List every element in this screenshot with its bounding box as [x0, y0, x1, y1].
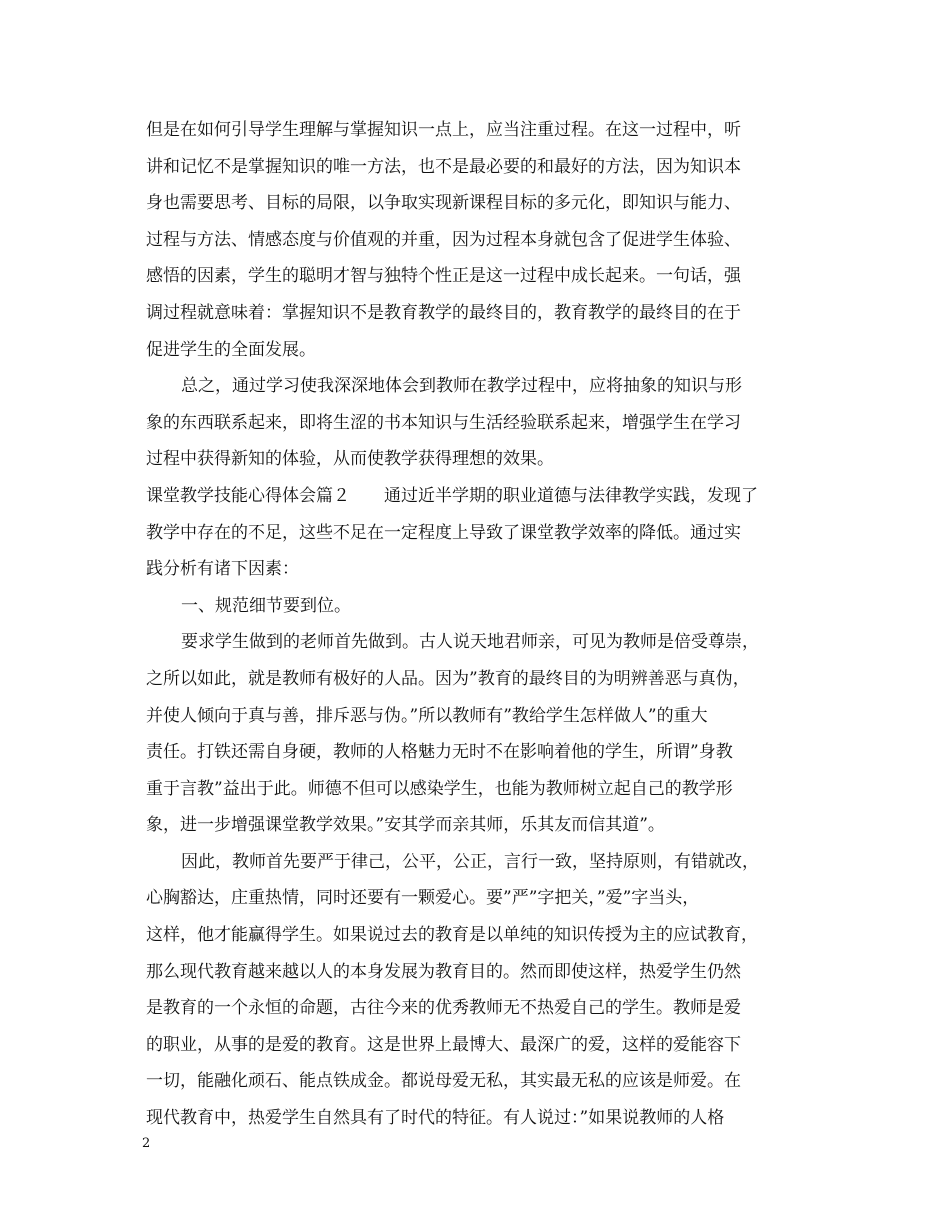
body-text [146, 112, 806, 1137]
text-line: 责任。打铁还需自身硬，教师的人格魅力无时不在影响着他的学生，所谓”身教 [146, 742, 733, 763]
text-line: 感悟的因素，学生的聪明才智与独特个性正是这一过程中成长起来。一句话，强 [146, 266, 741, 287]
text-line: 的职业，从事的是爱的教育。这是世界上最博大、最深广的爱，这样的爱能容下 [146, 1034, 741, 1055]
text-line: 教学中存在的不足，这些不足在一定程度上导致了课堂教学效率的降低。通过实 [146, 522, 741, 543]
subheading-line: 一、规范细节要到位。 [181, 595, 351, 616]
text-line: 象，进一步增强课堂教学效果。”安其学而亲其师，乐其友而信其道”。 [146, 815, 665, 836]
text-line: 是教育的一个永恒的命题，古往今来的优秀教师无不热爱自己的学生。教师是爱 [146, 998, 741, 1019]
text-line: 现代教育中，热爱学生自然具有了时代的特征。有人说过：”如果说教师的人格 [146, 1108, 725, 1129]
text-line: 总之，通过学习使我深深地体会到教师在教学过程中，应将抽象的知识与形 [181, 376, 742, 397]
text-line: 但是在如何引导学生理解与掌握知识一点上，应当注重过程。在这一过程中，听 [146, 120, 741, 140]
text-line: 那么现代教育越来越以人的本身发展为教育目的。然而即使这样，热爱学生仍然 [146, 961, 741, 982]
text-line: 这样，他才能赢得学生。如果说过去的教育是以单纯的知识传授为主的应试教育， [146, 925, 758, 946]
text-line: 促进学生的全面发展。 [146, 339, 316, 360]
text-line: 因此，教师首先要严于律己，公平，公正，言行一致，坚持原则，有错就改， [181, 851, 759, 872]
page-number: 2 [142, 1136, 151, 1151]
text-line: 调过程就意味着：掌握知识不是教育教学的最终目的，教育教学的最终目的在于 [146, 302, 741, 323]
text-line: 之所以如此，就是教师有极好的人品。因为”教育的最终目的为明辨善恶与真伪， [146, 668, 750, 689]
text-line: 践分析有诸下因素： [146, 559, 299, 580]
text-line: 过程中获得新知的体验，从而使教学获得理想的效果。 [146, 449, 554, 470]
text-line: 讲和记忆不是掌握知识的唯一方法，也不是最必要的和最好的方法，因为知识本 [146, 156, 741, 177]
text-line: 要求学生做到的老师首先做到。古人说天地君师亲，可见为教师是倍受尊崇， [181, 632, 759, 653]
text-line: 重于言教”益出于此。师德不但可以感染学生，也能为教师树立起自己的教学形 [146, 778, 733, 799]
text-line: 一切，能融化顽石、能点铁成金。都说母爱无私，其实最无私的应该是师爱。在 [146, 1071, 741, 1092]
text-line: 并使人倾向于真与善，排斥恶与伪。”所以教师有”教给学生怎样做人”的重大 [146, 705, 708, 726]
text-line: 心胸豁达，庄重热情，同时还要有一颗爱心。要”严”字把关，”爱”字当头， [146, 888, 700, 909]
text-line: 身也需要思考、目标的局限，以争取实现新课程目标的多元化，即知识与能力、 [146, 193, 741, 214]
section-heading-line: 课堂教学技能心得体会篇２ 通过近半学期的职业道德与法律教学实践，发现了 [146, 485, 758, 506]
text-line: 象的东西联系起来，即将生涩的书本知识与生活经验联系起来，增强学生在学习 [146, 412, 741, 433]
text-line: 过程与方法、情感态度与价值观的并重，因为过程本身就包含了促进学生体验、 [146, 229, 741, 250]
